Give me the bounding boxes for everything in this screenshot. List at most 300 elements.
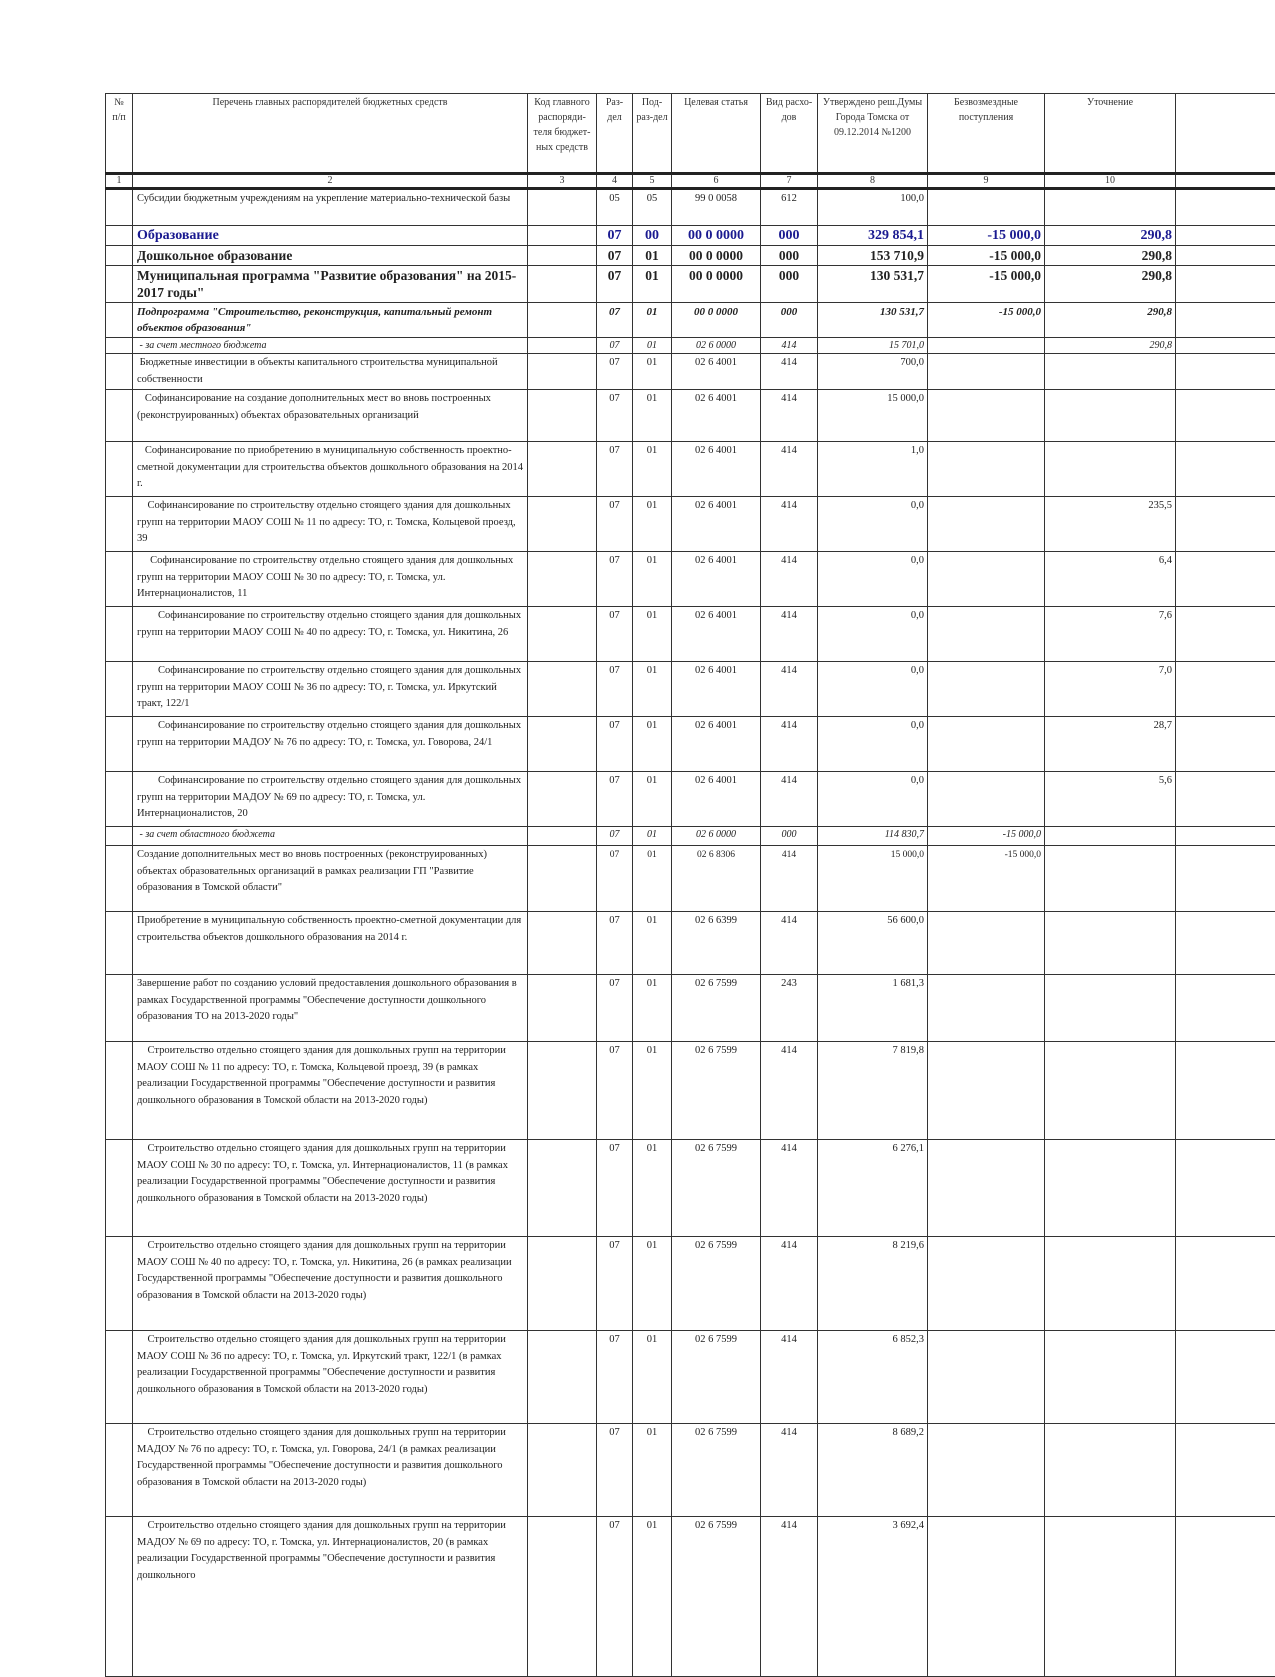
cell-grants — [928, 772, 1045, 827]
cell-approved: 6 852,3 — [818, 1331, 928, 1424]
cell-razdel: 07 — [597, 354, 633, 390]
cell-razdel: 07 — [597, 1042, 633, 1140]
cell-code — [528, 662, 597, 717]
cell-clarification — [1045, 354, 1176, 390]
col-num: 10 — [1045, 174, 1176, 189]
cell-clarification — [1045, 846, 1176, 912]
cell-article: 02 6 6399 — [672, 912, 761, 975]
cell-name: Софинансирование по строительству отдельно стоящего здания для дошкольных групп на территории МАОУ СОШ № 36 по адресу: ТО, г. Томска, ул. Иркутский тракт, 122/1 — [133, 662, 528, 717]
col-header-code: Код главного распоряди-теля бюджет-ных средств — [528, 94, 597, 174]
cell-razdel: 07 — [597, 338, 633, 354]
cell-code — [528, 772, 597, 827]
cell-clarification: 290,8 — [1045, 246, 1176, 266]
cell-extra — [1176, 354, 1275, 390]
col-num: 6 — [672, 174, 761, 189]
cell-podrazdel: 01 — [633, 1424, 672, 1517]
cell-razdel: 07 — [597, 827, 633, 846]
cell-vid: 414 — [761, 552, 818, 607]
cell-extra — [1176, 189, 1275, 226]
table-row — [106, 442, 1275, 497]
cell-clarification: 7,6 — [1045, 607, 1176, 662]
cell-podrazdel: 01 — [633, 246, 672, 266]
cell-name: Софинансирование по строительству отдельно стоящего здания для дошкольных групп на территории МАДОУ № 69 по адресу: ТО, г. Томска, ул. Интернационалистов, 20 — [133, 772, 528, 827]
cell-vid: 000 — [761, 827, 818, 846]
cell-extra — [1176, 1140, 1275, 1237]
cell-code — [528, 1140, 597, 1237]
cell-name: - за счет местного бюджета — [133, 338, 528, 354]
cell-article: 02 6 7599 — [672, 1517, 761, 1677]
table-row — [106, 827, 1275, 846]
cell-name: Завершение работ по созданию условий предоставления дошкольного образования в рамках Государственной программы "Обеспечение доступности дошкольного образования ТО на 2013-2020 годы" — [133, 975, 528, 1042]
cell-vid: 414 — [761, 1042, 818, 1140]
cell-approved: 0,0 — [818, 607, 928, 662]
cell-article: 02 6 4001 — [672, 717, 761, 772]
cell-podrazdel: 01 — [633, 827, 672, 846]
cell-grants — [928, 390, 1045, 442]
cell-num — [106, 1140, 133, 1237]
cell-num — [106, 1424, 133, 1517]
cell-code — [528, 552, 597, 607]
cell-razdel: 07 — [597, 1237, 633, 1331]
cell-name: Дошкольное образование — [133, 246, 528, 266]
cell-num — [106, 246, 133, 266]
cell-vid: 414 — [761, 338, 818, 354]
table-row — [106, 303, 1275, 338]
cell-article: 02 6 4001 — [672, 607, 761, 662]
cell-name: Софинансирование по строительству отдельно стоящего здания для дошкольных групп на территории МАДОУ № 76 по адресу: ТО, г. Томска, ул. Говорова, 24/1 — [133, 717, 528, 772]
cell-name: Приобретение в муниципальную собственность проектно-сметной документации для строительства объектов дошкольного образования на 2014 г. — [133, 912, 528, 975]
table-row — [106, 354, 1275, 390]
cell-razdel: 07 — [597, 442, 633, 497]
budget-table — [105, 93, 1275, 1677]
cell-name: Строительство отдельно стоящего здания для дошкольных групп на территории МАОУ СОШ № 40 по адресу: ТО, г. Томска, ул. Никитина, 26 (в рамках реализации Государственной программы "Обеспечение доступности и развития дошкольного образования в Томской области на 2013-2020 годы) — [133, 1237, 528, 1331]
column-number-row — [106, 174, 1275, 189]
cell-approved: 15 000,0 — [818, 846, 928, 912]
cell-grants — [928, 442, 1045, 497]
cell-vid: 414 — [761, 1517, 818, 1677]
cell-approved: 0,0 — [818, 717, 928, 772]
cell-approved: 7 819,8 — [818, 1042, 928, 1140]
cell-grants — [928, 662, 1045, 717]
cell-podrazdel: 01 — [633, 1042, 672, 1140]
cell-num — [106, 607, 133, 662]
cell-extra — [1176, 226, 1275, 246]
cell-approved: 8 219,6 — [818, 1237, 928, 1331]
cell-name: Образование — [133, 226, 528, 246]
cell-podrazdel: 01 — [633, 772, 672, 827]
cell-clarification — [1045, 189, 1176, 226]
table-row — [106, 717, 1275, 772]
cell-num — [106, 975, 133, 1042]
cell-approved: 329 854,1 — [818, 226, 928, 246]
cell-num — [106, 442, 133, 497]
cell-article: 02 6 7599 — [672, 1042, 761, 1140]
cell-vid: 414 — [761, 912, 818, 975]
cell-razdel: 07 — [597, 1331, 633, 1424]
cell-clarification: 290,8 — [1045, 303, 1176, 338]
cell-vid: 414 — [761, 662, 818, 717]
cell-approved: 100,0 — [818, 189, 928, 226]
cell-num — [106, 390, 133, 442]
table-row — [106, 1237, 1275, 1331]
cell-article: 00 0 0000 — [672, 303, 761, 338]
col-num: 7 — [761, 174, 818, 189]
cell-grants — [928, 338, 1045, 354]
cell-name: Софинансирование по строительству отдельно стоящего здания для дошкольных групп на территории МАОУ СОШ № 11 по адресу: ТО, г. Томска, Кольцевой проезд, 39 — [133, 497, 528, 552]
table-row — [106, 1424, 1275, 1517]
cell-num — [106, 1517, 133, 1677]
table-row — [106, 497, 1275, 552]
table-row — [106, 912, 1275, 975]
cell-razdel: 07 — [597, 390, 633, 442]
cell-clarification: 5,6 — [1045, 772, 1176, 827]
cell-razdel: 07 — [597, 1140, 633, 1237]
table-row — [106, 226, 1275, 246]
table-row — [106, 338, 1275, 354]
cell-num — [106, 303, 133, 338]
col-num: 8 — [818, 174, 928, 189]
cell-name: Строительство отдельно стоящего здания для дошкольных групп на территории МАДОУ № 69 по адресу: ТО, г. Томска, ул. Интернационалистов, 20 (в рамках реализации Государственной программы "Обеспечение доступности и развития дошкольного — [133, 1517, 528, 1677]
cell-extra — [1176, 266, 1275, 303]
cell-podrazdel: 01 — [633, 390, 672, 442]
cell-extra — [1176, 1517, 1275, 1677]
cell-article: 02 6 7599 — [672, 1237, 761, 1331]
cell-clarification: 6,4 — [1045, 552, 1176, 607]
cell-razdel: 07 — [597, 226, 633, 246]
table-row — [106, 1517, 1275, 1677]
cell-approved: 0,0 — [818, 662, 928, 717]
cell-code — [528, 226, 597, 246]
cell-razdel: 07 — [597, 303, 633, 338]
cell-name: Создание дополнительных мест во вновь построенных (реконструированных) объектах образовательных организаций в рамках реализации ГП "Развитие образования в Томской области" — [133, 846, 528, 912]
cell-article: 02 6 7599 — [672, 1140, 761, 1237]
cell-razdel: 05 — [597, 189, 633, 226]
cell-podrazdel: 01 — [633, 607, 672, 662]
cell-code — [528, 246, 597, 266]
cell-extra — [1176, 912, 1275, 975]
cell-grants — [928, 975, 1045, 1042]
cell-extra — [1176, 975, 1275, 1042]
cell-name: - за счет областного бюджета — [133, 827, 528, 846]
col-header-extra — [1176, 94, 1275, 174]
cell-article: 02 6 4001 — [672, 354, 761, 390]
table-row — [106, 552, 1275, 607]
cell-razdel: 07 — [597, 975, 633, 1042]
cell-grants: -15 000,0 — [928, 303, 1045, 338]
cell-clarification: 7,0 — [1045, 662, 1176, 717]
cell-code — [528, 189, 597, 226]
cell-podrazdel: 01 — [633, 266, 672, 303]
cell-article: 02 6 7599 — [672, 1424, 761, 1517]
col-header-name: Перечень главных распорядителей бюджетных средств — [133, 94, 528, 174]
cell-clarification — [1045, 1517, 1176, 1677]
cell-vid: 414 — [761, 442, 818, 497]
cell-code — [528, 354, 597, 390]
col-header-approved: Утверждено реш.Думы Города Томска от 09.12.2014 №1200 — [818, 94, 928, 174]
cell-code — [528, 1424, 597, 1517]
table-row — [106, 662, 1275, 717]
cell-razdel: 07 — [597, 246, 633, 266]
cell-num — [106, 266, 133, 303]
cell-grants: -15 000,0 — [928, 827, 1045, 846]
cell-vid: 414 — [761, 772, 818, 827]
cell-podrazdel: 01 — [633, 442, 672, 497]
cell-podrazdel: 01 — [633, 846, 672, 912]
cell-article: 02 6 4001 — [672, 442, 761, 497]
cell-approved: 153 710,9 — [818, 246, 928, 266]
col-num: 2 — [133, 174, 528, 189]
cell-approved: 15 000,0 — [818, 390, 928, 442]
cell-podrazdel: 01 — [633, 975, 672, 1042]
table-row — [106, 1140, 1275, 1237]
cell-article: 02 6 0000 — [672, 827, 761, 846]
cell-extra — [1176, 303, 1275, 338]
cell-name: Бюджетные инвестиции в объекты капитального строительства муниципальной собственности — [133, 354, 528, 390]
cell-article: 02 6 4001 — [672, 497, 761, 552]
cell-grants: -15 000,0 — [928, 246, 1045, 266]
cell-razdel: 07 — [597, 607, 633, 662]
cell-grants — [928, 1237, 1045, 1331]
cell-article: 02 6 4001 — [672, 662, 761, 717]
cell-code — [528, 827, 597, 846]
cell-podrazdel: 01 — [633, 1237, 672, 1331]
cell-extra — [1176, 1331, 1275, 1424]
cell-podrazdel: 01 — [633, 1140, 672, 1237]
cell-num — [106, 846, 133, 912]
cell-razdel: 07 — [597, 552, 633, 607]
cell-clarification — [1045, 1331, 1176, 1424]
cell-podrazdel: 05 — [633, 189, 672, 226]
cell-podrazdel: 01 — [633, 717, 672, 772]
cell-num — [106, 1237, 133, 1331]
cell-podrazdel: 01 — [633, 912, 672, 975]
table-row — [106, 607, 1275, 662]
table-row — [106, 975, 1275, 1042]
cell-name: Строительство отдельно стоящего здания для дошкольных групп на территории МАОУ СОШ № 36 по адресу: ТО, г. Томска, ул. Иркутский тракт, 122/1 (в рамках реализации Государственной программы "Обеспечение доступности и развития дошкольного образования в Томской области на 2013-2020 годы) — [133, 1331, 528, 1424]
cell-num — [106, 552, 133, 607]
cell-approved: 130 531,7 — [818, 303, 928, 338]
col-num: 1 — [106, 174, 133, 189]
cell-vid: 414 — [761, 717, 818, 772]
cell-num — [106, 189, 133, 226]
cell-code — [528, 303, 597, 338]
cell-code — [528, 1517, 597, 1677]
cell-article: 00 0 0000 — [672, 266, 761, 303]
cell-article: 02 6 4001 — [672, 390, 761, 442]
cell-approved: 700,0 — [818, 354, 928, 390]
cell-vid: 414 — [761, 1331, 818, 1424]
cell-vid: 414 — [761, 1237, 818, 1331]
cell-code — [528, 390, 597, 442]
cell-article: 02 6 8306 — [672, 846, 761, 912]
cell-approved: 130 531,7 — [818, 266, 928, 303]
cell-num — [106, 827, 133, 846]
cell-extra — [1176, 717, 1275, 772]
cell-clarification — [1045, 1237, 1176, 1331]
cell-extra — [1176, 662, 1275, 717]
cell-num — [106, 662, 133, 717]
cell-grants: -15 000,0 — [928, 266, 1045, 303]
cell-approved: 114 830,7 — [818, 827, 928, 846]
cell-approved: 3 692,4 — [818, 1517, 928, 1677]
cell-name: Строительство отдельно стоящего здания для дошкольных групп на территории МАОУ СОШ № 11 по адресу: ТО, г. Томска, Кольцевой проезд, 39 (в рамках реализации Государственной программы "Обеспечение доступности и развития дошкольного образования в Томской области на 2013-2020 годы) — [133, 1042, 528, 1140]
header-row — [106, 94, 1275, 174]
cell-podrazdel: 01 — [633, 662, 672, 717]
cell-vid: 000 — [761, 226, 818, 246]
table-row — [106, 846, 1275, 912]
table-row — [106, 266, 1275, 303]
cell-num — [106, 772, 133, 827]
cell-name: Строительство отдельно стоящего здания для дошкольных групп на территории МАДОУ № 76 по адресу: ТО, г. Томска, ул. Говорова, 24/1 (в рамках реализации Государственной программы "Обеспечение доступности и развития дошкольного образования в Томской области на 2013-2020 годы) — [133, 1424, 528, 1517]
cell-article: 02 6 4001 — [672, 772, 761, 827]
cell-code — [528, 717, 597, 772]
col-num: 9 — [928, 174, 1045, 189]
cell-code — [528, 912, 597, 975]
cell-razdel: 07 — [597, 772, 633, 827]
cell-num — [106, 912, 133, 975]
cell-vid: 612 — [761, 189, 818, 226]
table-row — [106, 390, 1275, 442]
cell-clarification — [1045, 1140, 1176, 1237]
cell-code — [528, 1237, 597, 1331]
cell-podrazdel: 01 — [633, 354, 672, 390]
table-row — [106, 1042, 1275, 1140]
cell-grants: -15 000,0 — [928, 226, 1045, 246]
cell-razdel: 07 — [597, 717, 633, 772]
cell-podrazdel: 01 — [633, 497, 672, 552]
cell-podrazdel: 01 — [633, 303, 672, 338]
cell-razdel: 07 — [597, 912, 633, 975]
cell-num — [106, 717, 133, 772]
cell-num — [106, 1331, 133, 1424]
cell-code — [528, 1042, 597, 1140]
cell-extra — [1176, 246, 1275, 266]
cell-extra — [1176, 338, 1275, 354]
cell-extra — [1176, 846, 1275, 912]
cell-code — [528, 846, 597, 912]
cell-code — [528, 607, 597, 662]
cell-vid: 000 — [761, 246, 818, 266]
cell-podrazdel: 00 — [633, 226, 672, 246]
cell-name: Подпрограмма "Строительство, реконструкция, капитальный ремонт объектов образования" — [133, 303, 528, 338]
cell-extra — [1176, 552, 1275, 607]
cell-num — [106, 1042, 133, 1140]
cell-approved: 6 276,1 — [818, 1140, 928, 1237]
cell-grants — [928, 189, 1045, 226]
cell-grants — [928, 607, 1045, 662]
cell-grants — [928, 912, 1045, 975]
col-header-podrazdel: Под-раз-дел — [633, 94, 672, 174]
cell-code — [528, 442, 597, 497]
cell-name: Субсидии бюджетным учреждениям на укрепление материально-технической базы — [133, 189, 528, 226]
cell-approved: 15 701,0 — [818, 338, 928, 354]
cell-name: Муниципальная программа "Развитие образования" на 2015-2017 годы" — [133, 266, 528, 303]
col-num: 5 — [633, 174, 672, 189]
cell-vid: 414 — [761, 354, 818, 390]
cell-extra — [1176, 772, 1275, 827]
col-num — [1176, 174, 1275, 189]
cell-razdel: 07 — [597, 1517, 633, 1677]
cell-num — [106, 354, 133, 390]
cell-name: Софинансирование на создание дополнительных мест во вновь построенных (реконструированных) объектах образовательных организаций — [133, 390, 528, 442]
cell-extra — [1176, 1042, 1275, 1140]
cell-article: 02 6 7599 — [672, 1331, 761, 1424]
cell-clarification — [1045, 390, 1176, 442]
cell-grants: -15 000,0 — [928, 846, 1045, 912]
cell-razdel: 07 — [597, 1424, 633, 1517]
cell-razdel: 07 — [597, 497, 633, 552]
cell-extra — [1176, 390, 1275, 442]
cell-clarification — [1045, 1424, 1176, 1517]
cell-vid: 414 — [761, 390, 818, 442]
cell-razdel: 07 — [597, 266, 633, 303]
cell-clarification — [1045, 975, 1176, 1042]
cell-grants — [928, 1424, 1045, 1517]
cell-article: 00 0 0000 — [672, 246, 761, 266]
cell-extra — [1176, 1237, 1275, 1331]
cell-razdel: 07 — [597, 662, 633, 717]
cell-clarification: 290,8 — [1045, 266, 1176, 303]
cell-vid: 414 — [761, 1140, 818, 1237]
cell-clarification — [1045, 442, 1176, 497]
cell-vid: 414 — [761, 607, 818, 662]
cell-extra — [1176, 497, 1275, 552]
cell-approved: 8 689,2 — [818, 1424, 928, 1517]
cell-clarification — [1045, 1042, 1176, 1140]
cell-name: Софинансирование по приобретению в муниципальную собственность проектно-сметной документации для строительства объектов дошкольного образования на 2014 г. — [133, 442, 528, 497]
cell-clarification — [1045, 912, 1176, 975]
cell-article: 00 0 0000 — [672, 226, 761, 246]
cell-vid: 414 — [761, 497, 818, 552]
cell-clarification: 28,7 — [1045, 717, 1176, 772]
cell-code — [528, 266, 597, 303]
cell-grants — [928, 497, 1045, 552]
cell-extra — [1176, 827, 1275, 846]
cell-num — [106, 226, 133, 246]
table-row — [106, 189, 1275, 226]
cell-grants — [928, 1042, 1045, 1140]
cell-clarification — [1045, 827, 1176, 846]
cell-vid: 000 — [761, 266, 818, 303]
cell-code — [528, 1331, 597, 1424]
cell-extra — [1176, 1424, 1275, 1517]
col-header-article: Целевая статья — [672, 94, 761, 174]
cell-approved: 56 600,0 — [818, 912, 928, 975]
cell-code — [528, 975, 597, 1042]
cell-name: Софинансирование по строительству отдельно стоящего здания для дошкольных групп на территории МАОУ СОШ № 30 по адресу: ТО, г. Томска, ул. Интернационалистов, 11 — [133, 552, 528, 607]
cell-clarification: 235,5 — [1045, 497, 1176, 552]
cell-num — [106, 497, 133, 552]
table-body — [106, 189, 1275, 1677]
col-header-clarification: Уточнение — [1045, 94, 1176, 174]
table-row — [106, 1331, 1275, 1424]
cell-podrazdel: 01 — [633, 1331, 672, 1424]
cell-grants — [928, 354, 1045, 390]
cell-podrazdel: 01 — [633, 338, 672, 354]
col-num: 4 — [597, 174, 633, 189]
cell-name: Строительство отдельно стоящего здания для дошкольных групп на территории МАОУ СОШ № 30 по адресу: ТО, г. Томска, ул. Интернационалистов, 11 (в рамках реализации Государственной программы "Обеспечение доступности и развития дошкольного образования в Томской области на 2013-2020 годы) — [133, 1140, 528, 1237]
cell-approved: 0,0 — [818, 497, 928, 552]
cell-code — [528, 497, 597, 552]
cell-vid: 414 — [761, 1424, 818, 1517]
col-header-razdel: Раз-дел — [597, 94, 633, 174]
cell-article: 99 0 0058 — [672, 189, 761, 226]
cell-approved: 1,0 — [818, 442, 928, 497]
cell-grants — [928, 1140, 1045, 1237]
col-header-grants: Безвозмездные поступления — [928, 94, 1045, 174]
col-num: 3 — [528, 174, 597, 189]
cell-approved: 0,0 — [818, 772, 928, 827]
